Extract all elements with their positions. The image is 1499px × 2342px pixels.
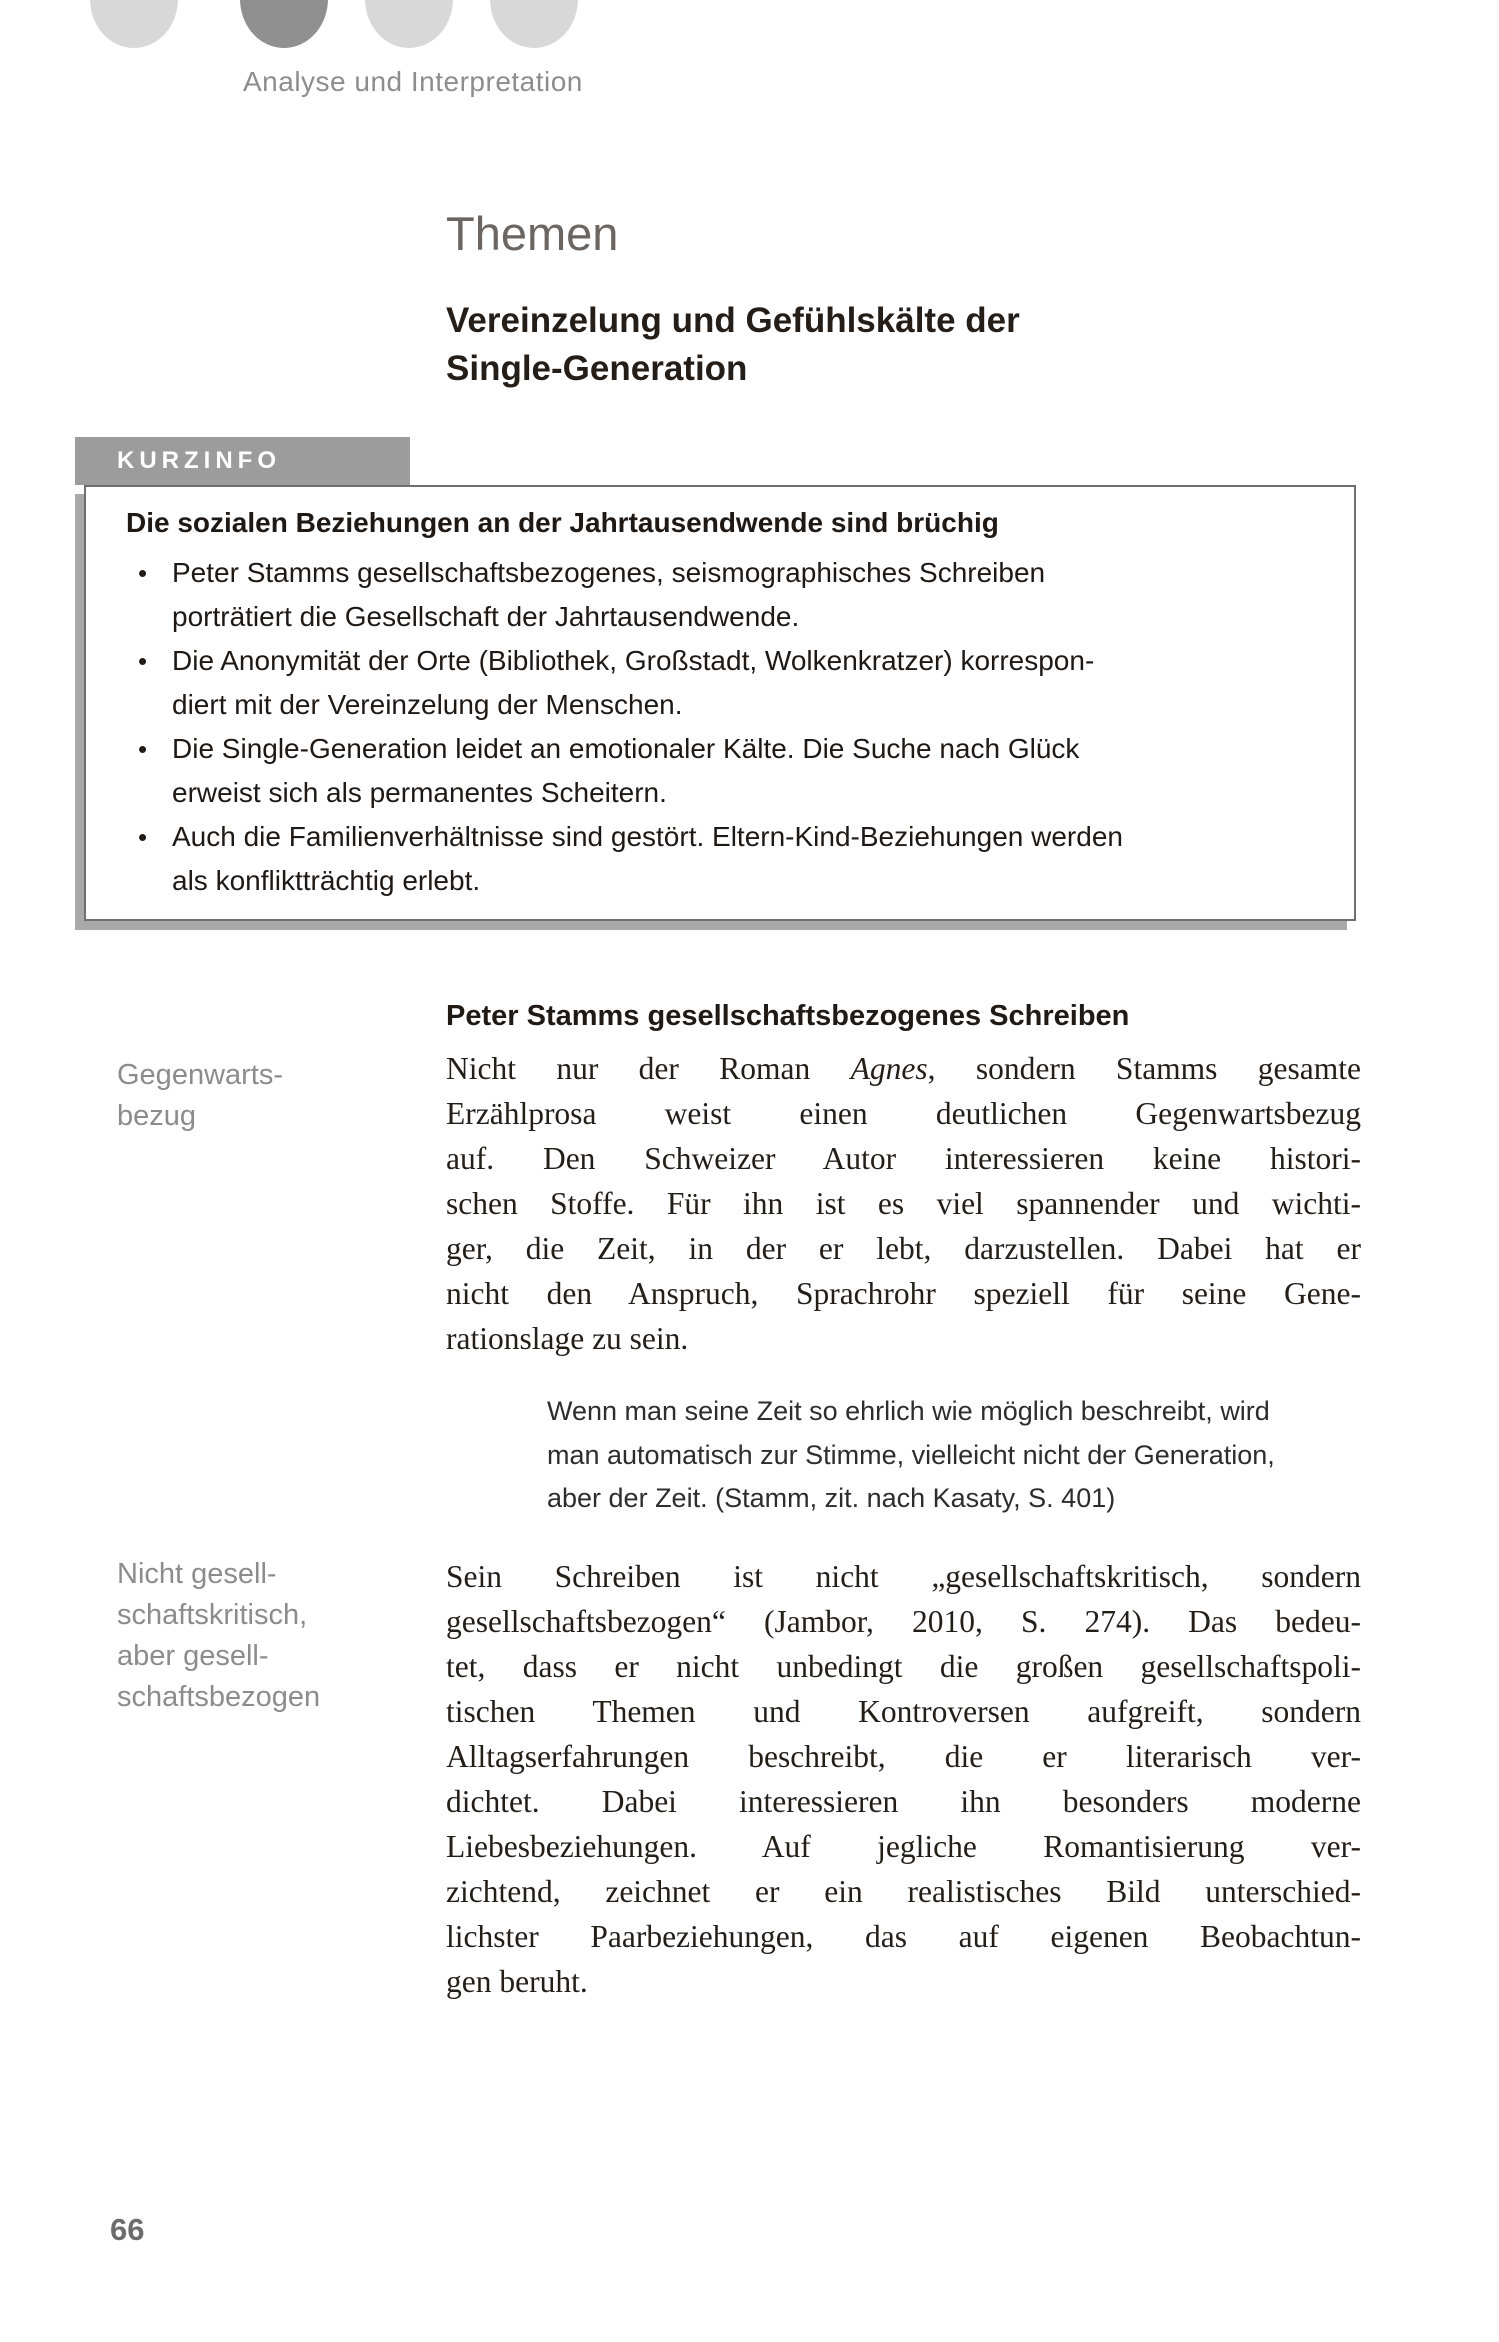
bullet-dot-icon: • [138, 734, 148, 764]
text-line: Liebesbeziehungen. Auf jegliche Romantisierung ver- [446, 1829, 1361, 1864]
text-line: Wenn man seine Zeit so ehrlich wie möglich beschreibt, wird [547, 1396, 1270, 1426]
text-line: lichster Paarbeziehungen, das auf eigenen Beobachtun- [446, 1919, 1361, 1954]
text-line: Nicht nur der Roman Agnes, sondern Stamms gesamte [446, 1051, 1362, 1086]
block-quote [547, 1390, 1337, 1521]
text-line: bezug [117, 1100, 197, 1132]
text-line: gesellschaftsbezogen“ (Jambor, 2010, S. 274). Das bedeu- [446, 1604, 1361, 1639]
paragraph-1 [446, 1046, 1361, 1361]
text-line: aber gesell- [117, 1640, 269, 1672]
text-line: Alltagserfahrungen beschreibt, die er literarisch ver- [446, 1739, 1361, 1774]
text-line: gen beruht. [446, 1964, 588, 1999]
chapter-header: Analyse und Interpretation [243, 66, 583, 97]
kurzinfo-box [84, 485, 1356, 921]
paragraph-2 [446, 1554, 1361, 2004]
text-line: schaftskritisch, [117, 1599, 308, 1631]
text-line: Vereinzelung und Gefühlskälte der [446, 301, 1020, 340]
text-line: Erzählprosa weist einen deutlichen Gegenwartsbezug [446, 1096, 1361, 1131]
bullet-text [172, 639, 1094, 727]
text-line: zichtend, zeichnet er ein realistisches Bild unterschied- [446, 1874, 1361, 1909]
section-tab [365, 0, 453, 48]
bullet-dot-icon: • [138, 646, 148, 676]
text-line: rationslage zu sein. [446, 1321, 689, 1356]
text-line: Nicht gesell- [117, 1558, 277, 1590]
kurzinfo-bullet [126, 815, 1334, 903]
text-line: Die Anonymität der Orte (Bibliothek, Großstadt, Wolkenkratzer) korrespon- [172, 645, 1095, 676]
text-line: ger, die Zeit, in der er lebt, darzustellen. Dabei hat er [446, 1231, 1361, 1266]
text-line: Single-Generation [446, 349, 748, 388]
kurzinfo-heading: Die sozialen Beziehungen an der Jahrtausendwende sind brüchig [126, 507, 999, 538]
bullet-text [172, 551, 1045, 639]
text-line: Gegenwarts- [117, 1059, 284, 1091]
margin-note-nicht-gesellschaftskritisch [117, 1554, 437, 1718]
page-kicker: Themen [446, 207, 619, 260]
text-line: nicht den Anspruch, Sprachrohr speziell für seine Gene- [446, 1276, 1361, 1311]
text-line: dichtet. Dabei interessieren ihn besonders moderne [446, 1784, 1361, 1819]
text-line: schen Stoffe. Für ihn ist es viel spannender und wichti- [446, 1186, 1361, 1221]
page-number: 66 [110, 2212, 145, 2247]
text-line: Peter Stamms gesellschaftsbezogenes, seismographisches Schreiben [172, 557, 1046, 588]
text-line: Sein Schreiben ist nicht „gesellschaftskritisch, sondern [446, 1559, 1361, 1594]
kurzinfo-label: KURZINFO [75, 437, 410, 485]
text-line: als konfliktträchtig erlebt. [172, 865, 481, 896]
section-tab-active [240, 0, 328, 48]
article-heading: Peter Stamms gesellschaftsbezogenes Schreiben [446, 1000, 1130, 1032]
bullet-dot-icon: • [138, 558, 148, 588]
page-title [446, 297, 1020, 393]
kurzinfo-bullet [126, 639, 1334, 727]
text-line: tischen Themen und Kontroversen aufgreift, sondern [446, 1694, 1361, 1729]
section-tab [490, 0, 578, 48]
kurzinfo-bullet [126, 727, 1334, 815]
text-line: auf. Den Schweizer Autor interessieren keine histori- [446, 1141, 1361, 1176]
margin-note-gegenwartsbezug [117, 1055, 437, 1137]
text-line: Die Single-Generation leidet an emotionaler Kälte. Die Suche nach Glück [172, 733, 1080, 764]
text-line: diert mit der Vereinzelung der Menschen. [172, 689, 683, 720]
bullet-dot-icon: • [138, 822, 148, 852]
text-line: aber der Zeit. (Stamm, zit. nach Kasaty, S. 401) [547, 1483, 1116, 1513]
text-line: tet, dass er nicht unbedingt die großen gesellschaftspoli- [446, 1649, 1361, 1684]
section-tab [90, 0, 178, 48]
text-line: Auch die Familienverhältnisse sind gestört. Eltern-Kind-Beziehungen werden [172, 821, 1123, 852]
text-line: schaftsbezogen [117, 1681, 321, 1713]
kurzinfo-bullet [126, 551, 1334, 639]
bullet-text [172, 815, 1123, 903]
text-line: erweist sich als permanentes Scheitern. [172, 777, 667, 808]
kurzinfo-bullet-list [126, 551, 1334, 903]
bullet-text [172, 727, 1079, 815]
text-line: man automatisch zur Stimme, vielleicht nicht der Generation, [547, 1439, 1275, 1470]
text-line: porträtiert die Gesellschaft der Jahrtausendwende. [172, 601, 800, 632]
